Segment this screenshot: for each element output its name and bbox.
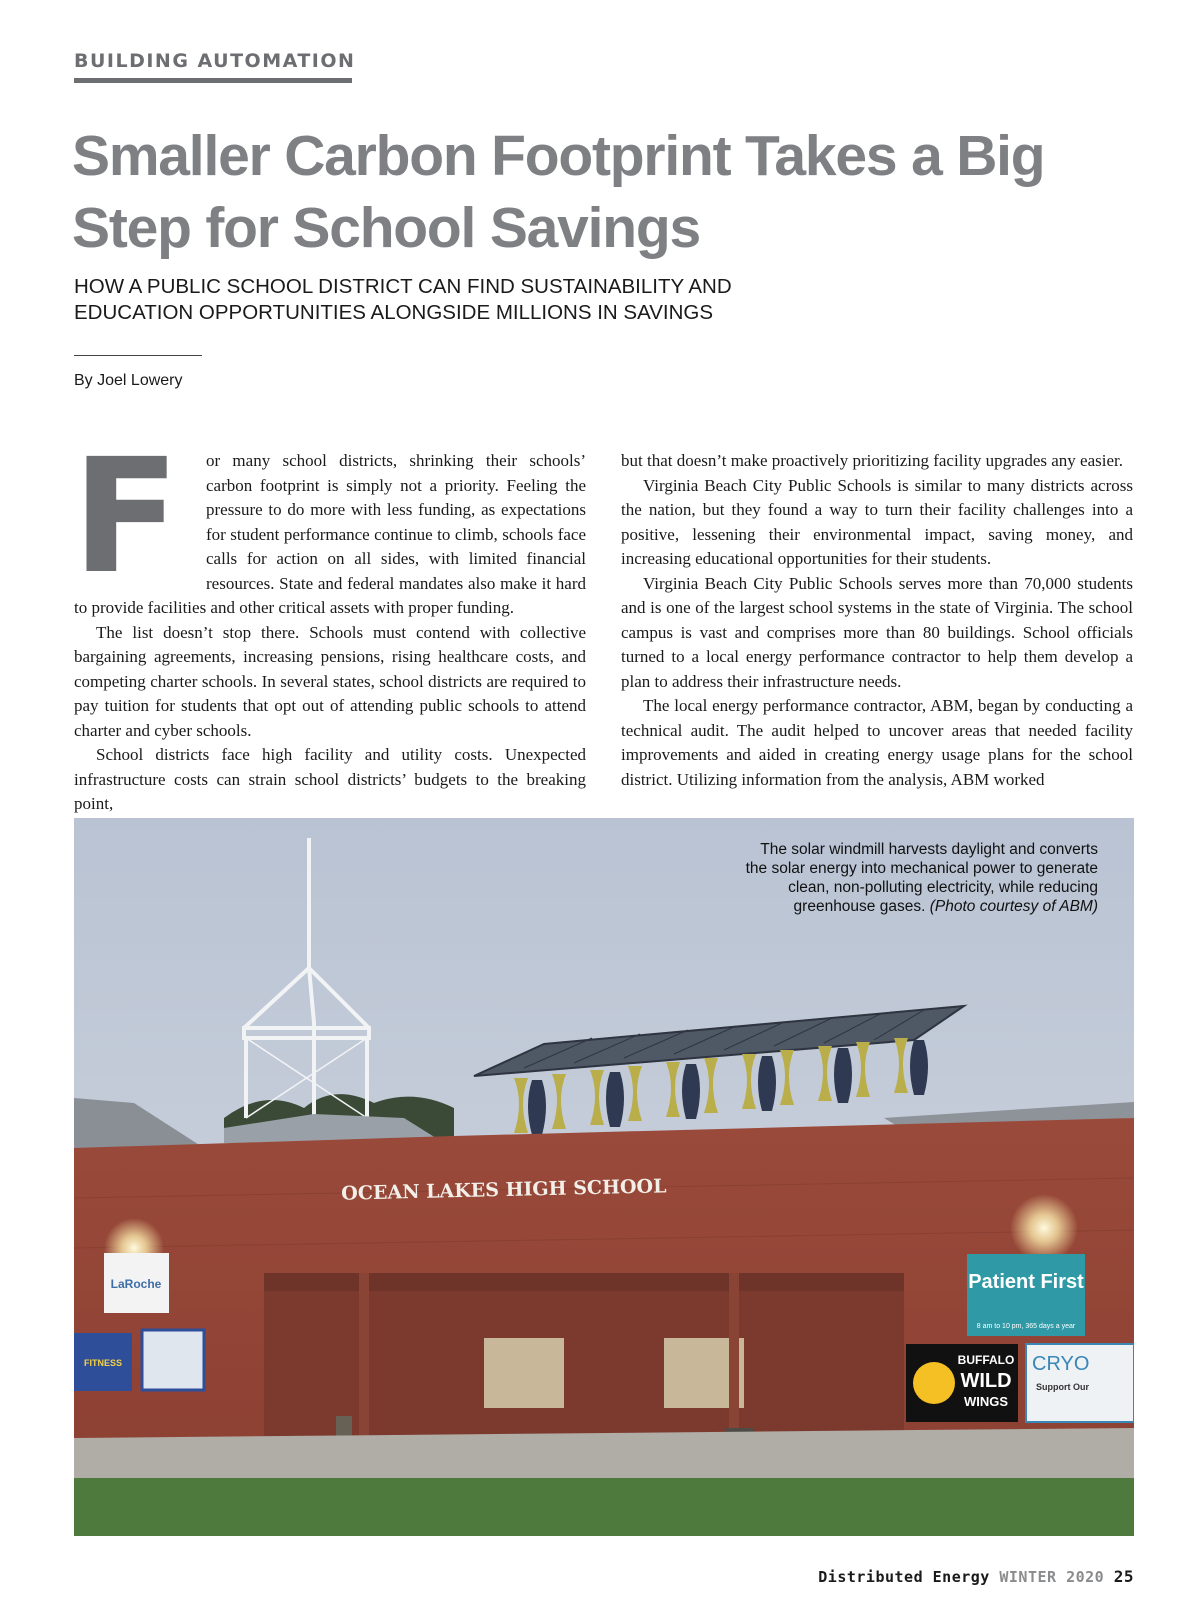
body-paragraph: The list doesn’t stop there. Schools must contend with collective bargaining agreements, increasing pensions, rising healthcare costs, and competing charter schools. In several states, school districts are required to pay tuition for students that opt out of attending public schools to attend charter and cyber schools. (74, 622, 586, 740)
body-paragraph (72, 425, 586, 621)
lamp-right (1010, 1194, 1078, 1262)
building-sign: OCEAN LAKES HIGH SCHOOL (341, 1175, 667, 1205)
article-headline (72, 120, 1122, 264)
headline-line-2: Step for School Savings (72, 196, 701, 260)
cryo-sub-text: Support Our (1036, 1382, 1089, 1392)
buffalo-text-2: WILD (960, 1370, 1012, 1392)
window-shutter-left (484, 1338, 564, 1408)
page-number: 25 (1113, 1567, 1134, 1586)
cryo-text: CRYO (1032, 1353, 1090, 1375)
patient-first-text: Patient First (968, 1271, 1084, 1293)
paragraph-text: or many school districts, shrinking their schools’ carbon footprint is simply not a priority. Feeling the pressure to do more with less funding, as expectations for student performance continue to climb, schools face calls for action on all sides, with limited financial resources. State and federal mandates also make it hard to provide facilities and other critical assets with proper funding. (74, 451, 586, 617)
issue-date: WINTER 2020 (999, 1568, 1105, 1586)
school-photo-illustration (74, 818, 1134, 1536)
headline-line-1: Smaller Carbon Footprint Takes a Big (72, 124, 1045, 188)
byline: By Joel Lowery (74, 372, 183, 389)
laroche-sign-text: LaRoche (110, 1277, 162, 1291)
column (359, 1273, 369, 1443)
grass (74, 1478, 1134, 1536)
article-deck (74, 274, 974, 326)
fitness-sign-text: FITNESS (83, 1358, 123, 1368)
body-paragraph: but that doesn’t make proactively prioritizing facility upgrades any easier. (621, 451, 1123, 470)
page-footer (818, 1567, 1134, 1586)
byline-divider (74, 355, 202, 356)
deck-line-2: EDUCATION OPPORTUNITIES ALONGSIDE MILLIONS IN SAVINGS (74, 301, 714, 324)
section-label: BUILDING AUTOMATION (74, 50, 356, 72)
drop-cap: F (72, 425, 180, 609)
body-paragraph: Virginia Beach City Public Schools is similar to many districts across the nation, but they found a way to turn their facility challenges into a positive, lessening their environmental impact, saving money, and increasing educational opportunities for their students. (621, 475, 1133, 568)
body-column-left (72, 425, 586, 817)
body-paragraph: Virginia Beach City Public Schools serves more than 70,000 students and is one of the largest school systems in the state of Virginia. The school campus is vast and comprises more than 80 buildings. School officials turned to a local energy performance contractor to help them develop a plan to address their infrastructure needs. (621, 573, 1133, 691)
deck-line-1: HOW A PUBLIC SCHOOL DISTRICT CAN FIND SUSTAINABILITY AND (74, 275, 732, 298)
section-underline (74, 78, 352, 83)
body-paragraph: School districts face high facility and utility costs. Unexpected infrastructure costs can strain school districts’ budgets to the breaking point, (74, 745, 586, 813)
photo-caption (738, 840, 1098, 916)
body-paragraph: The local energy performance contractor, ABM, began by conducting a technical audit. The audit helped to uncover areas that needed facility improvements and aided in creating energy usage plans for the school district. Utilizing information from the analysis, ABM worked (621, 696, 1133, 789)
info-sign (142, 1330, 204, 1390)
buffalo-logo (913, 1362, 955, 1404)
article-photo (74, 818, 1134, 1536)
buffalo-text-3: WINGS (963, 1394, 1009, 1409)
buffalo-text-1: BUFFALO (957, 1353, 1015, 1367)
body-column-right (621, 449, 1133, 792)
caption-text: The solar windmill harvests daylight and converts the solar energy into mechanical power to generate clean, non-polluting electricity, while reducing greenhouse gases. (745, 841, 1098, 915)
patient-first-hours: 8 am to 10 pm, 365 days a year (976, 1323, 1076, 1330)
photo-credit: (Photo courtesy of ABM) (929, 898, 1098, 915)
column (729, 1273, 739, 1443)
publication-name: Distributed Energy (818, 1568, 990, 1586)
